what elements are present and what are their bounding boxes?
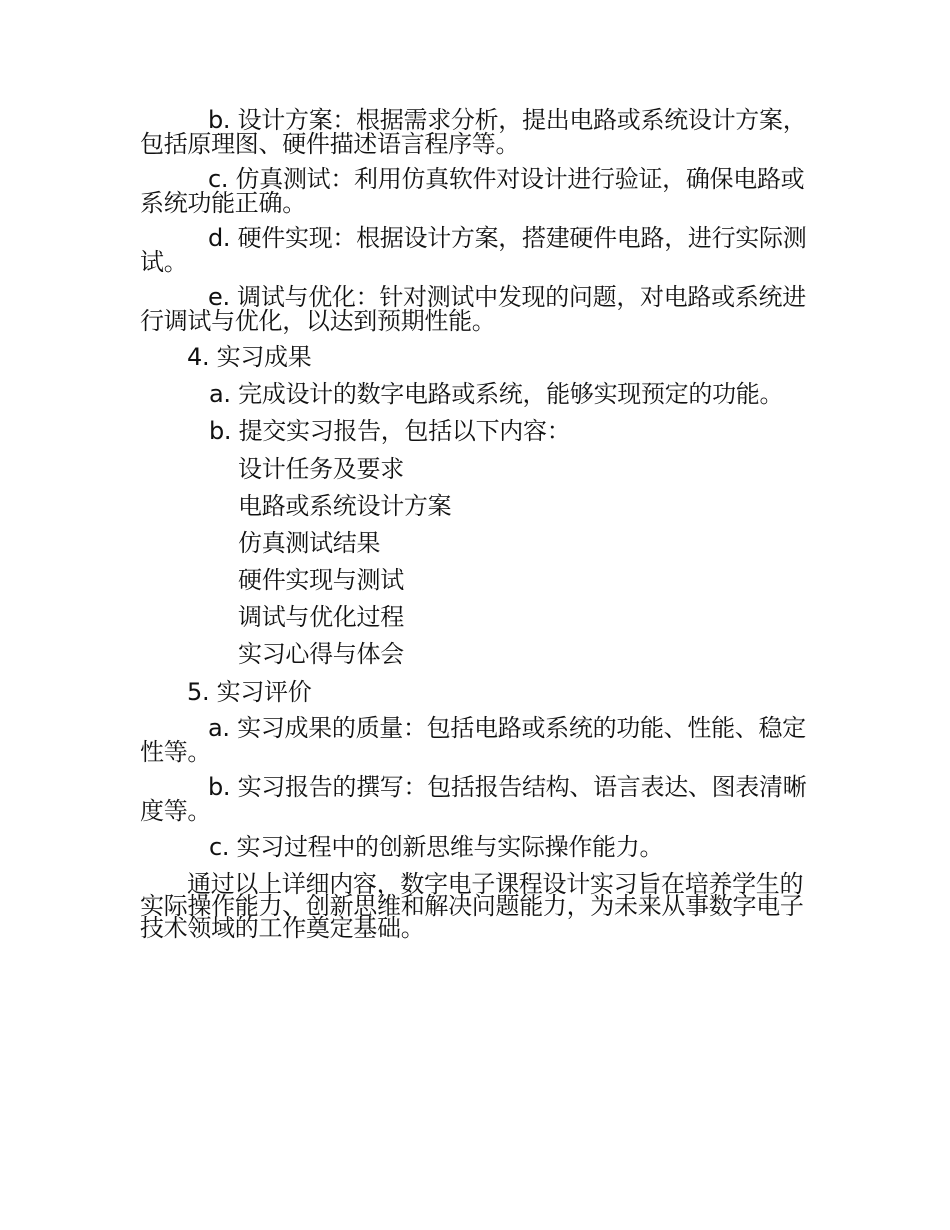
results-item-a: a. 完成设计的数字电路或系统，能够实现预定的功能。 [209,380,784,408]
conclusion-paragraph: 通过以上详细内容，数字电子课程设计实习旨在培养学生的实际操作能力、创新思维和解决问题能力，为未来从事数字电子技术领域的工作奠定基础。 [140,870,804,942]
evaluation-item-a: a. 实习成果的质量：包括电路或系统的功能、性能、稳定性等。 [140,714,806,766]
report-item: 实习心得与体会 [238,640,404,668]
report-item: 设计任务及要求 [238,455,404,483]
evaluation-item-c: c. 实习过程中的创新思维与实际操作能力。 [209,833,664,861]
report-item: 电路或系统设计方案 [238,492,452,520]
step-c-simulation: c. 仿真测试：利用仿真软件对设计进行验证，确保电路或系统功能正确。 [140,165,805,217]
section-heading-results: 4. 实习成果 [187,343,312,371]
report-item: 调试与优化过程 [238,603,404,631]
report-item: 硬件实现与测试 [238,566,404,594]
step-d-hardware: d. 硬件实现：根据设计方案，搭建硬件电路，进行实际测试。 [140,224,807,276]
report-item: 仿真测试结果 [238,529,381,557]
evaluation-item-b: b. 实习报告的撰写：包括报告结构、语言表达、图表清晰度等。 [140,773,807,825]
step-e-debug: e. 调试与优化：针对测试中发现的问题，对电路或系统进行调试与优化，以达到预期性能。 [140,283,806,335]
results-item-b: b. 提交实习报告，包括以下内容： [209,417,571,445]
step-b-design-plan: b. 设计方案：根据需求分析，提出电路或系统设计方案，包括原理图、硬件描述语言程序等。 [140,106,807,158]
section-heading-evaluation: 5. 实习评价 [187,678,312,706]
